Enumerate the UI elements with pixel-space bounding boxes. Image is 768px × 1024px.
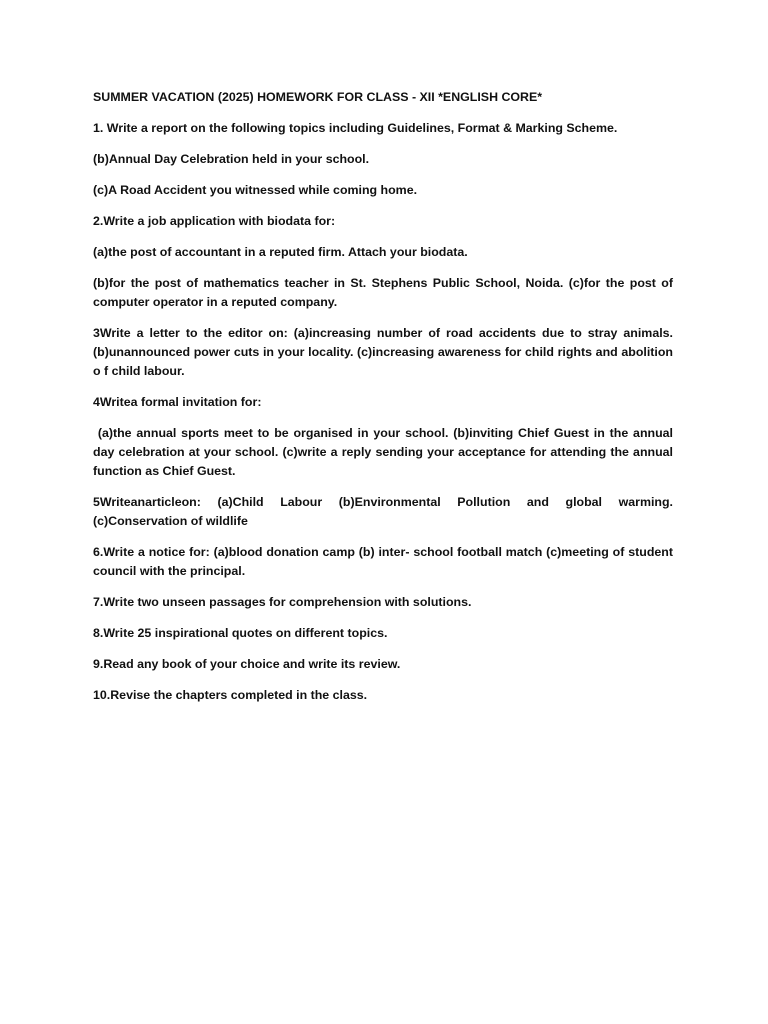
paragraph-15: 10.Revise the chapters completed in the class. <box>93 688 368 702</box>
paragraph-6: (b)for the post of mathematics teacher in St. Stephens Public School, Noida. (c)for the post of computer operator in a reputed company. <box>93 276 673 309</box>
paragraph-1: 1. Write a report on the following topics including Guidelines, Format & Marking Scheme. <box>93 121 618 135</box>
paragraph-11: 6.Write a notice for: (a)blood donation camp (b) inter- school football match (c)meeting of student council with the principal. <box>93 545 673 578</box>
document-title: SUMMER VACATION (2025) HOMEWORK FOR CLASS - XII *ENGLISH CORE* <box>93 90 543 104</box>
paragraph-7: 3Write a letter to the editor on: (a)increasing number of road accidents due to stray animals. (b)unannounced power cuts in your locality. (c)increasing awareness for child rights and abolition o f child labour. <box>93 326 673 378</box>
paragraph-2: (b)Annual Day Celebration held in your school. <box>93 152 370 166</box>
paragraph-8: 4Writea formal invitation for: <box>93 395 262 409</box>
paragraph-5: (a)the post of accountant in a reputed firm. Attach your biodata. <box>93 245 468 259</box>
document-page <box>93 88 677 717</box>
paragraph-14: 9.Read any book of your choice and write its review. <box>93 657 401 671</box>
paragraph-3: (c)A Road Accident you witnessed while coming home. <box>93 183 418 197</box>
paragraph-12: 7.Write two unseen passages for comprehension with solutions. <box>93 595 472 609</box>
paragraph-10: 5Writeanarticleon: (a)Child Labour (b)Environmental Pollution and global warming. (c)Conservation of wildlife <box>93 495 673 528</box>
paragraph-4: 2.Write a job application with biodata for: <box>93 214 336 228</box>
paragraph-13: 8.Write 25 inspirational quotes on different topics. <box>93 626 388 640</box>
paragraph-9: (a)the annual sports meet to be organised in your school. (b)inviting Chief Guest in the annual day celebration at your school. (c)write a reply sending your acceptance for attending the annual function as Chief Guest. <box>93 426 677 478</box>
